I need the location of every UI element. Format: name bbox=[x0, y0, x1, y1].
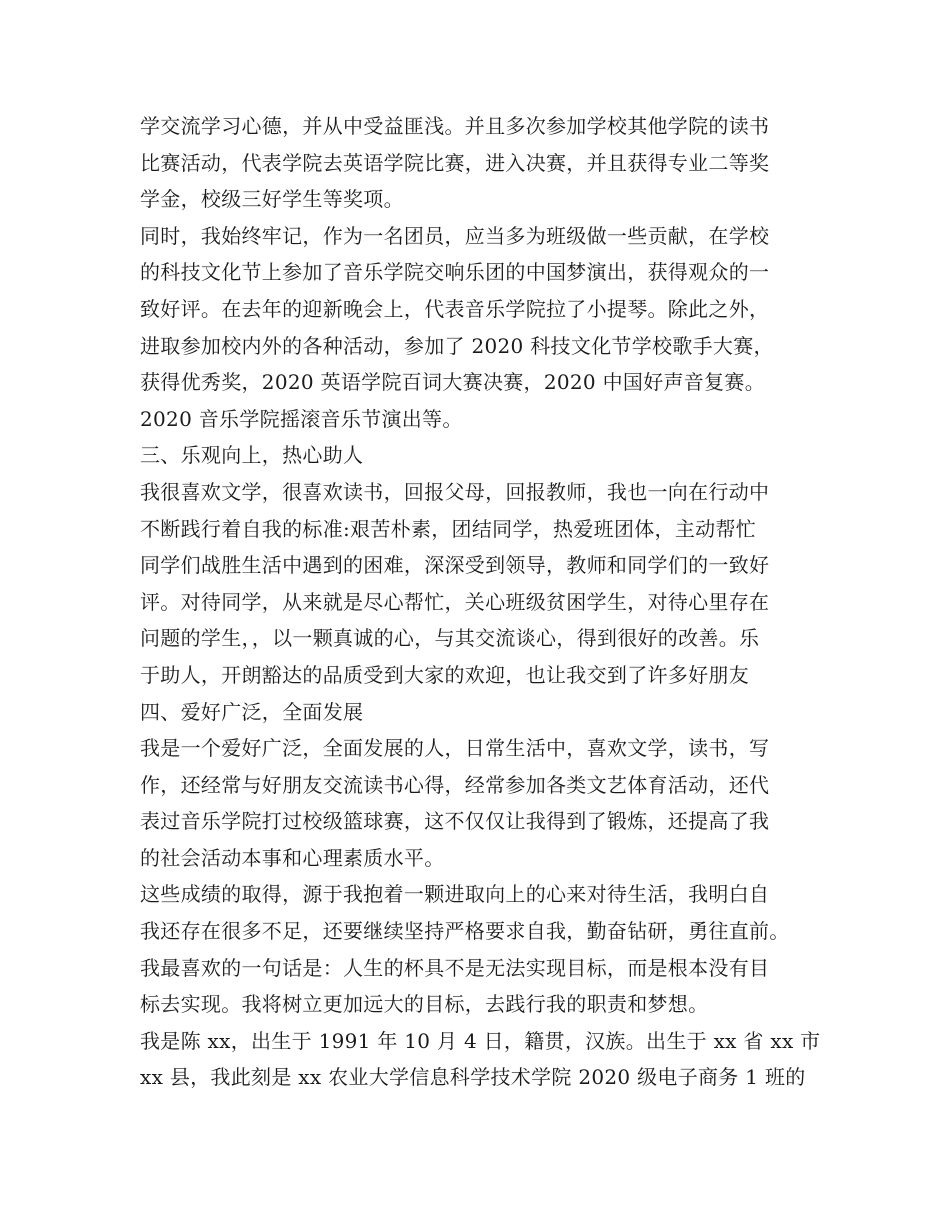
section-heading-4: 四、爱好广泛，全面发展 bbox=[140, 699, 364, 724]
text-line: 我很喜欢文学，很喜欢读书，回报父母，回报教师，我也一向在行动中 bbox=[140, 479, 770, 504]
text-line: 标去实现。我将树立更加远大的目标，去践行我的职责和梦想。 bbox=[140, 992, 709, 1017]
document-body bbox=[140, 108, 830, 1096]
text-line: 我是一个爱好广泛，全面发展的人，日常生活中，喜欢文学，读书，写 bbox=[140, 736, 770, 761]
text-line: 致好评。在去年的迎新晚会上，代表音乐学院拉了小提琴。除此之外， bbox=[140, 296, 770, 321]
text-line: 表过音乐学院打过校级篮球赛，这不仅仅让我得到了锻炼，还提高了我 bbox=[140, 809, 770, 834]
text-line: 同学们战胜生活中遇到的困难，深深受到领导，教师和同学们的一致好 bbox=[140, 553, 770, 578]
text-line: 我还存在很多不足，还要继续坚持严格要求自我，勤奋钻研，勇往直前。 bbox=[140, 919, 790, 944]
text-line: 问题的学生，，以一颗真诚的心，与其交流谈心，得到很好的改善。乐 bbox=[140, 626, 760, 651]
text-line: 的科技文化节上参加了音乐学院交响乐团的中国梦演出，获得观众的一 bbox=[140, 260, 770, 285]
text-line: 的社会活动本事和心理素质水平。 bbox=[140, 845, 445, 870]
section-heading-3: 三、乐观向上，热心助人 bbox=[140, 443, 364, 468]
text-line: 作，还经常与好朋友交流读书心得，经常参加各类文艺体育活动，还代 bbox=[140, 772, 770, 797]
text-line: 我是陈 xx，出生于 1991 年 10 月 4 日，籍贯，汉族。出生于 xx 省 xx 市 bbox=[140, 1028, 821, 1053]
text-line: 我最喜欢的一句话是：人生的杯具不是无法实现目标，而是根本没有目 bbox=[140, 955, 770, 980]
text-line: 进取参加校内外的各种活动，参加了 2020 科技文化节学校歌手大赛， bbox=[140, 333, 774, 358]
text-line: 不断践行着自我的标准:艰苦朴素，团结同学，热爱班团体，主动帮忙 bbox=[140, 516, 757, 541]
text-line: 2020 音乐学院摇滚音乐节演出等。 bbox=[140, 406, 463, 431]
text-line: 评。对待同学，从来就是尽心帮忙，关心班级贫困学生，对待心里存在 bbox=[140, 589, 770, 614]
text-line: 这些成绩的取得，源于我抱着一颗进取向上的心来对待生活，我明白自 bbox=[140, 882, 770, 907]
text-line: 比赛活动，代表学院去英语学院比赛，进入决赛，并且获得专业二等奖 bbox=[140, 150, 770, 175]
text-line: 于助人，开朗豁达的品质受到大家的欢迎，也让我交到了许多好朋友 bbox=[140, 662, 749, 687]
text-line: 学金，校级三好学生等奖项。 bbox=[140, 187, 404, 212]
text-line: xx 县，我此刻是 xx 农业大学信息科学技术学院 2020 级电子商务 1 班的 bbox=[140, 1065, 806, 1090]
text-line: 学交流学习心德，并从中受益匪浅。并且多次参加学校其他学院的读书 bbox=[140, 114, 770, 138]
text-line: 获得优秀奖，2020 英语学院百词大赛决赛，2020 中国好声音复赛。 bbox=[140, 370, 766, 395]
text-line: 同时，我始终牢记，作为一名团员，应当多为班级做一些贡献，在学校 bbox=[140, 223, 770, 248]
